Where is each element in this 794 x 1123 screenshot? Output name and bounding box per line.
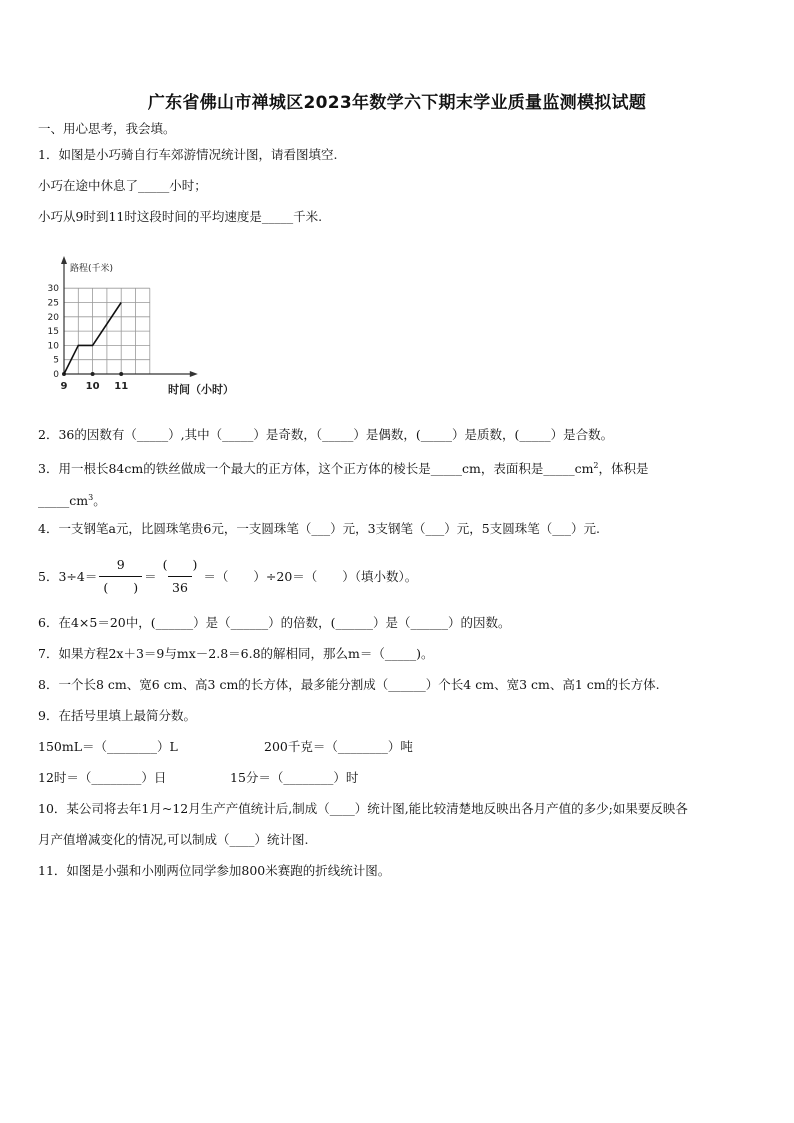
question-9-item-d: 15分＝（________）时 xyxy=(230,770,359,785)
fraction-1-numerator: 9 xyxy=(116,557,125,572)
fraction-2-denominator: 36 xyxy=(168,576,192,598)
x-tick-dot xyxy=(91,372,95,376)
cubed-superscript: 3 xyxy=(88,493,94,502)
squared-superscript: 2 xyxy=(593,461,599,470)
equals-sign: ＝ xyxy=(144,568,157,584)
question-5 xyxy=(38,555,417,598)
question-9-intro: 9．在括号里填上最简分数。 xyxy=(38,708,196,723)
y-tick-label: 25 xyxy=(47,298,59,309)
question-11: 11．如图是小强和小刚两位同学参加800米赛跑的折线统计图。 xyxy=(38,863,391,878)
question-9-item-b: 200千克＝（________）吨 xyxy=(264,739,413,754)
fraction-1-denominator: ( ) xyxy=(99,576,142,598)
question-3-line-2 xyxy=(38,490,106,509)
question-4: 4．一支钢笔a元，比圆珠笔贵6元，一支圆珠笔（___）元，3支钢笔（___）元，5支圆珠笔（___）元. xyxy=(38,521,600,536)
question-1-line-1: 小巧在途中休息了_____小时； xyxy=(38,178,207,193)
x-tick-label: 10 xyxy=(85,381,100,392)
section-heading: 一、用心思考，我会填。 xyxy=(38,121,176,136)
x-tick-dot xyxy=(119,372,123,376)
y-tick-label: 15 xyxy=(47,327,59,338)
distance-time-chart xyxy=(40,255,260,405)
y-tick-label: 20 xyxy=(47,312,59,323)
y-tick-label: 5 xyxy=(53,355,59,366)
x-tick-label: 11 xyxy=(114,381,129,392)
fraction-2 xyxy=(159,555,202,598)
x-axis-arrow xyxy=(190,371,198,377)
y-axis-arrow xyxy=(61,256,67,264)
question-7: 7．如果方程2x＋3＝9与mx－2.8＝6.8的解相同，那么m＝（_____)。 xyxy=(38,646,434,661)
question-5-suffix: ＝（ ）÷20＝（ ）（填小数）。 xyxy=(203,568,418,584)
fraction-2-numerator: ( ) xyxy=(162,557,198,572)
fraction-1 xyxy=(99,555,142,598)
page-title: 广东省佛山市禅城区2023年数学六下期末学业质量监测模拟试题 xyxy=(147,93,647,113)
question-3-text: 3．用一根长84cm的铁丝做成一个最大的正方体，这个正方体的棱长是_____cm，表面积是_____cm xyxy=(38,461,594,477)
question-10-line-2: 月产值增减变化的情况,可以制成（____）统计图. xyxy=(38,832,309,847)
y-axis-label: 路程(千米) xyxy=(70,264,114,274)
question-2: 2．36的因数有（_____）,其中（_____）是奇数，（_____）是偶数，(_____）是质数，(_____）是合数。 xyxy=(38,427,614,442)
question-6: 6．在4×5＝20中，(______）是（______）的倍数，(______）是（______）的因数。 xyxy=(38,615,511,630)
y-tick-label: 0 xyxy=(53,370,59,380)
question-3-blank: _____cm xyxy=(38,493,89,509)
x-axis-label: 时间（小时） xyxy=(168,383,234,396)
y-tick-label: 10 xyxy=(47,341,59,352)
question-1-intro: 1．如图是小巧骑自行车郊游情况统计图，请看图填空. xyxy=(38,147,338,162)
question-3-text-end: ，体积是 xyxy=(598,461,649,477)
question-9-item-a: 150mL＝（________）L xyxy=(38,739,178,754)
question-5-prefix: 5．3÷4＝ xyxy=(38,568,98,584)
x-tick-label: 9 xyxy=(60,381,68,392)
question-9-item-c: 12时＝（________）日 xyxy=(38,770,167,785)
y-tick-label: 30 xyxy=(47,284,59,295)
question-1-line-2: 小巧从9时到11时这段时间的平均速度是_____千米. xyxy=(38,209,323,224)
question-10-line-1: 10．某公司将去年1月~12月生产产值统计后,制成（____）统计图,能比较清楚地反映出各月产值的多少;如果要反映各 xyxy=(38,801,688,816)
question-8: 8．一个长8 cm、宽6 cm、高3 cm的长方体，最多能分割成（______）个长4 cm、宽3 cm、高1 cm的长方体. xyxy=(38,677,660,692)
question-3-line-1 xyxy=(38,458,649,477)
question-3-line-2-end: 。 xyxy=(93,493,106,509)
